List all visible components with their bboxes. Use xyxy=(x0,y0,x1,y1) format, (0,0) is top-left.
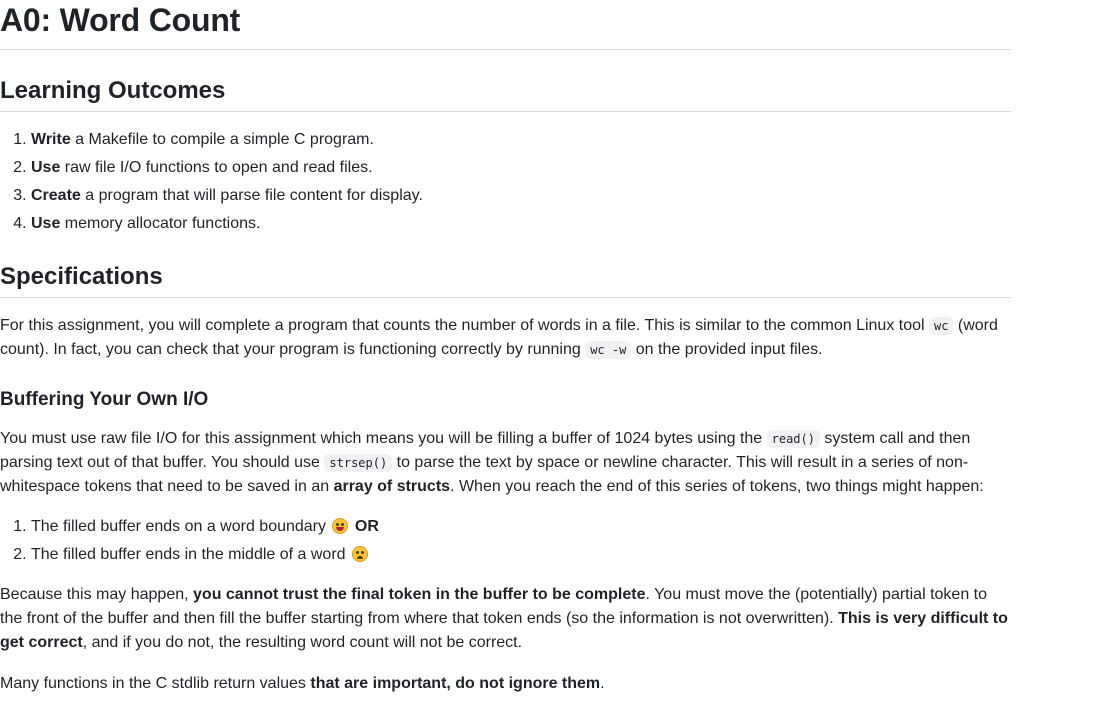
worried-face-icon xyxy=(352,546,368,562)
specifications-intro: For this assignment, you will complete a program that counts the number of words in a file. This is similar to the common Linux tool wc (word count). In fact, you can check that your program is functioning correctly by running wc -w on the provided input files. xyxy=(0,317,998,358)
inline-code: wc -w xyxy=(585,341,631,359)
specifications-divider xyxy=(0,297,1011,298)
warning-paragraph: Because this may happen, you cannot trust the final token in the buffer to be complete. You must move the (potentially) partial token to the front of the buffer and then fill the buffer starting from where that token ends (so the information is not overwritten). This is very difficult to get correct, and if you do not, the resulting word count will not be correct. xyxy=(0,586,1008,651)
list-item: 1. The filled buffer ends on a word boundary OR xyxy=(31,513,1011,541)
inline-code: strsep() xyxy=(324,454,392,472)
list-item: 2. Use raw file I/O functions to open and read files. xyxy=(31,154,1011,182)
list-item: 2. The filled buffer ends in the middle of a word xyxy=(31,541,1011,569)
learning-outcomes-list xyxy=(0,126,1011,238)
list-item: 4. Use memory allocator functions. xyxy=(31,210,1011,238)
title-divider xyxy=(0,49,1011,50)
page-title: A0: Word Count xyxy=(0,2,241,38)
learning-outcomes-divider xyxy=(0,111,1011,112)
list-item: 1. Write a Makefile to compile a simple C program. xyxy=(31,126,1011,154)
buffering-heading: Buffering Your Own I/O xyxy=(0,389,209,410)
specifications-heading: Specifications xyxy=(0,263,163,290)
learning-outcomes-heading: Learning Outcomes xyxy=(0,77,226,104)
list-item: 3. Create a program that will parse file content for display. xyxy=(31,182,1011,210)
inline-code: read() xyxy=(767,430,820,448)
buffer-cases-list xyxy=(0,513,1011,569)
return-values-paragraph: Many functions in the C stdlib return values that are important, do not ignore them. xyxy=(0,675,605,692)
buffering-paragraph: You must use raw file I/O for this assignment which means you will be filling a buffer of 1024 bytes using the read() system call and then parsing text out of that buffer. You should use strsep() to parse the text by space or newline character. This will result in a series of non-whitespace tokens that need to be saved in an array of structs. When you reach the end of this series of tokens, two things might happen: xyxy=(0,430,984,495)
inline-code: wc xyxy=(929,317,953,335)
grinning-face-icon xyxy=(332,518,348,534)
